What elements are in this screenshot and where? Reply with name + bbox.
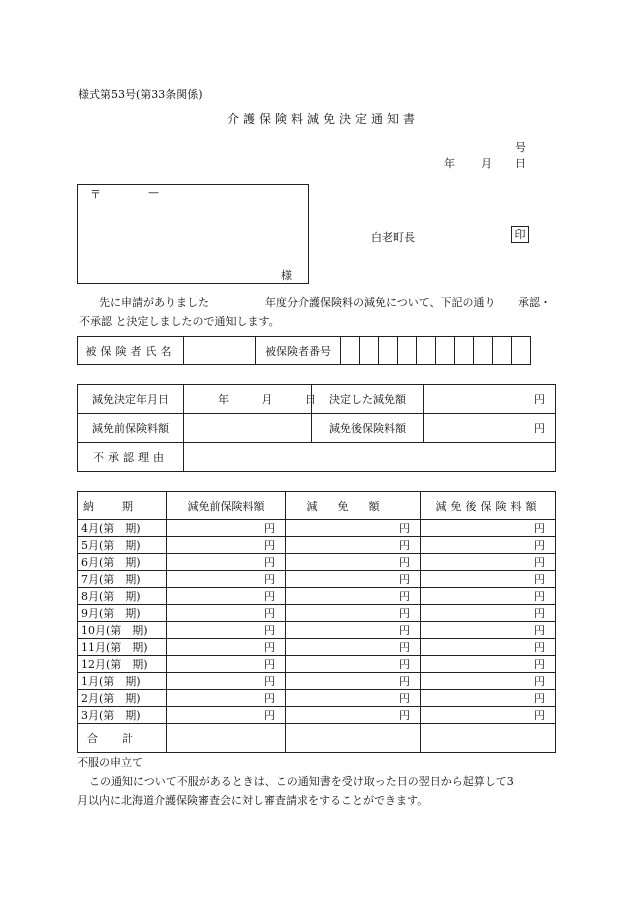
due-period-label: 6月(第 期) [78, 554, 167, 571]
insured-name-label: 被保険者氏名 [78, 337, 184, 365]
reduction-amount-cell[interactable]: 円 [286, 554, 421, 571]
due-period-label: 3月(第 期) [78, 707, 167, 724]
due-period-label: 1月(第 期) [78, 673, 167, 690]
schedule-row [78, 622, 556, 639]
issuer-name: 白老町長 [371, 231, 415, 244]
reduction-amount-cell[interactable]: 円 [286, 707, 421, 724]
before-amount-cell[interactable]: 円 [167, 537, 286, 554]
decided-amount-label: 決定した減免額 [312, 385, 424, 414]
schedule-row [78, 554, 556, 571]
number-label: 号 [515, 141, 526, 154]
schedule-row [78, 605, 556, 622]
before-amount-cell[interactable]: 円 [167, 520, 286, 537]
reason-field[interactable] [184, 443, 556, 472]
reduction-amount-cell[interactable]: 円 [286, 656, 421, 673]
due-period-label: 9月(第 期) [78, 605, 167, 622]
reason-label: 不承認理由 [78, 443, 184, 472]
after-amount-cell[interactable]: 円 [421, 554, 556, 571]
after-amount-cell[interactable]: 円 [421, 690, 556, 707]
after-amount-cell[interactable]: 円 [421, 707, 556, 724]
decision-table [77, 384, 556, 472]
due-period-label: 8月(第 期) [78, 588, 167, 605]
insured-number-digit[interactable] [398, 337, 417, 365]
reduction-amount-cell[interactable]: 円 [286, 605, 421, 622]
reduction-amount-cell[interactable]: 円 [286, 571, 421, 588]
before-amount-cell[interactable]: 円 [167, 605, 286, 622]
decided-amount-field[interactable]: 円 [424, 385, 556, 414]
decision-date-field[interactable] [184, 385, 316, 414]
due-period-label: 2月(第 期) [78, 690, 167, 707]
schedule-row [78, 656, 556, 673]
after-amount-cell[interactable]: 円 [421, 520, 556, 537]
schedule-row [78, 520, 556, 537]
insured-number-digit[interactable] [455, 337, 474, 365]
insured-number-digit[interactable] [474, 337, 493, 365]
schedule-row [78, 588, 556, 605]
after-amount-cell[interactable]: 円 [421, 673, 556, 690]
address-box [77, 184, 309, 284]
header-reduction-amount: 減免額 [286, 492, 421, 520]
insured-name-field[interactable] [184, 337, 256, 365]
date-day-label: 日 [515, 157, 526, 170]
seal-stamp: 印 [511, 226, 529, 243]
header-after-amount: 減免後保険料額 [421, 492, 556, 520]
insured-number-digit[interactable] [379, 337, 398, 365]
reduction-amount-cell[interactable]: 円 [286, 690, 421, 707]
before-amount-cell[interactable]: 円 [167, 588, 286, 605]
total-label: 合計 [78, 724, 167, 753]
due-period-label: 4月(第 期) [78, 520, 167, 537]
after-amount-cell[interactable]: 円 [421, 639, 556, 656]
after-amount-cell[interactable]: 円 [421, 537, 556, 554]
schedule-row [78, 537, 556, 554]
document-title: 介護保険料減免決定通知書 [227, 112, 420, 126]
after-amount-cell[interactable]: 円 [421, 605, 556, 622]
decision-day: 日 [305, 393, 316, 406]
decision-date-label: 減免決定年月日 [78, 385, 184, 414]
after-amount-cell[interactable]: 円 [421, 622, 556, 639]
total-after-cell[interactable] [421, 724, 556, 753]
appeal-text-line2: 月以内に北海道介護保険審査会に対し審査請求をすることができます。 [77, 794, 429, 807]
before-amount-cell[interactable]: 円 [167, 656, 286, 673]
reduction-amount-cell[interactable]: 円 [286, 622, 421, 639]
after-amount-cell[interactable]: 円 [421, 656, 556, 673]
reduction-amount-cell[interactable]: 円 [286, 639, 421, 656]
reduction-amount-cell[interactable]: 円 [286, 537, 421, 554]
postal-mark: 〒 [90, 188, 101, 201]
schedule-row [78, 673, 556, 690]
before-amount-cell[interactable]: 円 [167, 673, 286, 690]
reduction-amount-cell[interactable]: 円 [286, 520, 421, 537]
appeal-text-line1: この通知について不服があるときは、この通知書を受け取った日の翌日から起算して3 [89, 775, 514, 788]
before-amount-cell[interactable]: 円 [167, 707, 286, 724]
appeal-heading: 不服の申立て [77, 756, 143, 769]
due-period-label: 11月(第 期) [78, 639, 167, 656]
insured-number-digit[interactable] [417, 337, 436, 365]
postal-dash: — [148, 186, 159, 199]
schedule-row [78, 639, 556, 656]
schedule-row [78, 571, 556, 588]
insured-table [77, 336, 531, 365]
insured-number-digit[interactable] [341, 337, 360, 365]
before-amount-cell[interactable]: 円 [167, 622, 286, 639]
due-period-label: 7月(第 期) [78, 571, 167, 588]
intro-text-line2: 不承認 と決定しましたので通知します。 [79, 315, 280, 328]
header-before-amount: 減免前保険料額 [167, 492, 286, 520]
schedule-table [77, 491, 556, 753]
before-amount-cell[interactable]: 円 [167, 554, 286, 571]
due-period-label: 10月(第 期) [78, 622, 167, 639]
header-due-period: 納期 [78, 492, 167, 520]
total-before-cell[interactable] [167, 724, 286, 753]
date-year-label: 年 [444, 157, 455, 170]
after-amount-cell[interactable]: 円 [421, 588, 556, 605]
decision-year: 年 [218, 393, 229, 406]
before-amount-cell[interactable]: 円 [167, 690, 286, 707]
insured-number-digit[interactable] [360, 337, 379, 365]
intro-text-a: 先に申請がありました [99, 296, 209, 309]
due-period-label: 12月(第 期) [78, 656, 167, 673]
intro-text-b: 年度分介護保険料の減免について、下記の通り [265, 296, 496, 309]
before-amount-cell[interactable]: 円 [167, 571, 286, 588]
date-month-label: 月 [481, 157, 492, 170]
form-number: 様式第53号(第33条関係) [78, 88, 203, 101]
after-amount-field[interactable]: 円 [424, 414, 556, 443]
insured-number-label: 被保険者番号 [256, 337, 341, 365]
after-amount-cell[interactable]: 円 [421, 571, 556, 588]
intro-text-c: 承認・ [518, 296, 551, 309]
reduction-amount-cell[interactable]: 円 [286, 588, 421, 605]
insured-number-digit[interactable] [512, 337, 531, 365]
before-amount-field[interactable] [184, 414, 312, 443]
insured-number-digit[interactable] [493, 337, 512, 365]
schedule-row [78, 707, 556, 724]
before-amount-label: 減免前保険料額 [78, 414, 184, 443]
schedule-row [78, 690, 556, 707]
total-reduction-cell[interactable] [286, 724, 421, 753]
insured-number-digit[interactable] [436, 337, 455, 365]
before-amount-cell[interactable]: 円 [167, 639, 286, 656]
after-amount-label: 減免後保険料額 [312, 414, 424, 443]
honorific-sama: 様 [281, 269, 292, 282]
decision-month: 月 [261, 393, 273, 406]
due-period-label: 5月(第 期) [78, 537, 167, 554]
reduction-amount-cell[interactable]: 円 [286, 673, 421, 690]
